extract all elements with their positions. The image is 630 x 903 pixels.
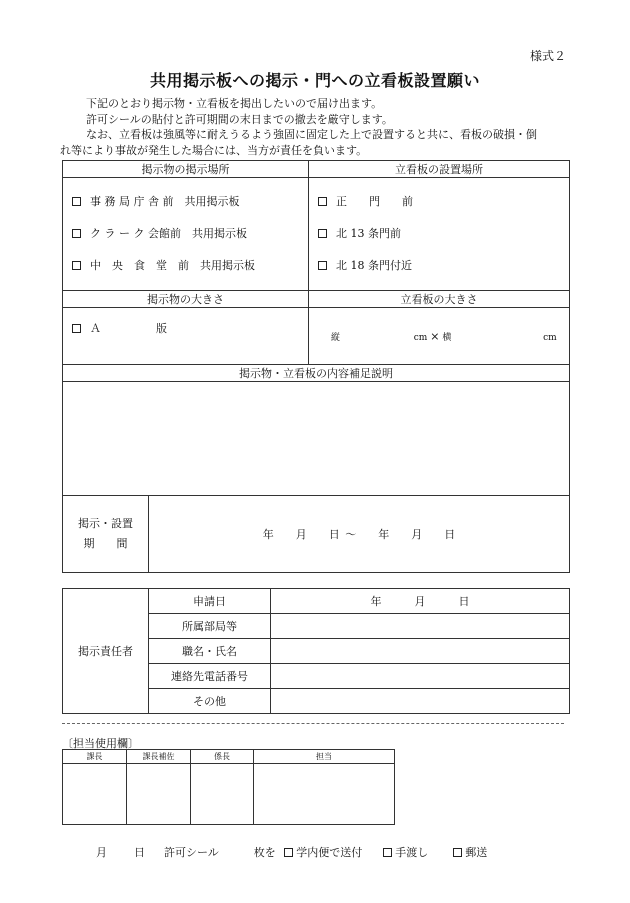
- checkbox-icon[interactable]: [72, 229, 81, 238]
- application-date-label: 申請日: [149, 589, 271, 614]
- signboard-option-kita13[interactable]: 北 13 条門前: [318, 218, 569, 250]
- department-field[interactable]: [271, 614, 570, 639]
- intro-text: [62, 96, 582, 158]
- col-kacho-hosa: 課長補佐: [127, 750, 191, 764]
- horizontal-label: 横: [442, 332, 452, 343]
- posting-location-options: [63, 178, 309, 291]
- send-campus-mail-option[interactable]: 学内便で送付: [280, 846, 362, 859]
- checkbox-icon[interactable]: [383, 848, 392, 857]
- page-title: 共用掲示板への掲示・門への立看板設置願い: [149, 71, 480, 90]
- posting-option-chuo[interactable]: 中 央 食 堂 前 共用掲示板: [72, 250, 308, 282]
- col-kakaricho: 係長: [191, 750, 254, 764]
- application-date-field[interactable]: 年 月 日: [271, 589, 570, 614]
- intro-line-2: 許可シールの貼付と許可期間の末日までの撤去を厳守します。: [86, 112, 393, 126]
- col-kacho: 課長: [63, 750, 127, 764]
- hand-delivery-option[interactable]: 手渡し: [379, 846, 428, 859]
- phone-field[interactable]: [271, 664, 570, 689]
- checkbox-icon[interactable]: [72, 261, 81, 270]
- footer-line: [96, 844, 487, 860]
- checkbox-icon[interactable]: [318, 261, 327, 270]
- other-field[interactable]: [271, 689, 570, 714]
- stamp-kacho[interactable]: [63, 764, 127, 825]
- stamp-kakaricho[interactable]: [191, 764, 254, 825]
- count-label: 枚を: [253, 846, 276, 859]
- stamp-kacho-hosa[interactable]: [127, 764, 191, 825]
- vertical-label: 縦: [331, 332, 341, 343]
- checkbox-icon[interactable]: [72, 324, 81, 333]
- supplement-header: 掲示物・立看板の内容補足説明: [63, 365, 570, 382]
- times-sign: ×: [430, 329, 440, 343]
- permit-sticker-label: 許可シール: [164, 846, 219, 859]
- supplement-field[interactable]: [63, 382, 570, 496]
- department-label: 所属部局等: [149, 614, 271, 639]
- posting-size-cell: [63, 308, 309, 365]
- checkbox-icon[interactable]: [318, 197, 327, 206]
- cm-unit: cm: [543, 332, 557, 343]
- phone-label: 連絡先電話番号: [149, 664, 271, 689]
- staff-use-label: 〔担当使用欄〕: [62, 737, 139, 750]
- signboard-size-cell[interactable]: [309, 308, 570, 365]
- intro-line-4: れ等により事故が発生した場合には、当方が責任を負います。: [60, 143, 368, 157]
- day-label: 日: [134, 846, 145, 859]
- posting-size-header: 掲示物の大きさ: [63, 291, 309, 308]
- signboard-option-kita18[interactable]: 北 18 条門付近: [318, 250, 569, 282]
- period-label: 掲示・設置 期 間: [63, 496, 149, 573]
- other-label: その他: [149, 689, 271, 714]
- signboard-option-seimon[interactable]: 正 門 前: [318, 186, 569, 218]
- intro-line-1: 下記のとおり掲示物・立看板を掲出したいので届け出ます。: [86, 97, 383, 110]
- checkbox-icon[interactable]: [453, 848, 462, 857]
- cut-line: [62, 723, 564, 724]
- posting-option-clark[interactable]: ク ラ ー ク 会館前 共用掲示板: [72, 218, 308, 250]
- period-field[interactable]: 年 月 日 ～ 年 月 日: [149, 496, 570, 573]
- signboard-location-options: [309, 178, 570, 291]
- stamp-tanto[interactable]: [254, 764, 395, 825]
- staff-use-table: [62, 749, 395, 825]
- cm-unit: cm: [413, 332, 428, 343]
- application-table: [62, 160, 570, 573]
- form-number: 様式２: [530, 49, 567, 63]
- checkbox-icon[interactable]: [284, 848, 293, 857]
- posting-size-a-option[interactable]: Ａ 版: [72, 322, 167, 335]
- postal-mail-option[interactable]: 郵送: [449, 846, 487, 859]
- month-label: 月: [96, 846, 107, 859]
- checkbox-icon[interactable]: [318, 229, 327, 238]
- posting-location-header: 掲示物の掲示場所: [63, 161, 309, 178]
- responsible-table: [62, 588, 570, 714]
- col-tanto: 担当: [254, 750, 395, 764]
- signboard-location-header: 立看板の設置場所: [309, 161, 570, 178]
- responsible-label: 掲示責任者: [63, 589, 149, 714]
- signboard-size-header: 立看板の大きさ: [309, 291, 570, 308]
- position-name-label: 職名・氏名: [149, 639, 271, 664]
- position-name-field[interactable]: [271, 639, 570, 664]
- posting-option-jimukyoku[interactable]: 事 務 局 庁 舎 前 共用掲示板: [72, 186, 308, 218]
- intro-line-3: なお、立看板は強風等に耐えうるよう強固に固定した上で設置すると共に、看板の破損・倒: [86, 128, 537, 141]
- checkbox-icon[interactable]: [72, 197, 81, 206]
